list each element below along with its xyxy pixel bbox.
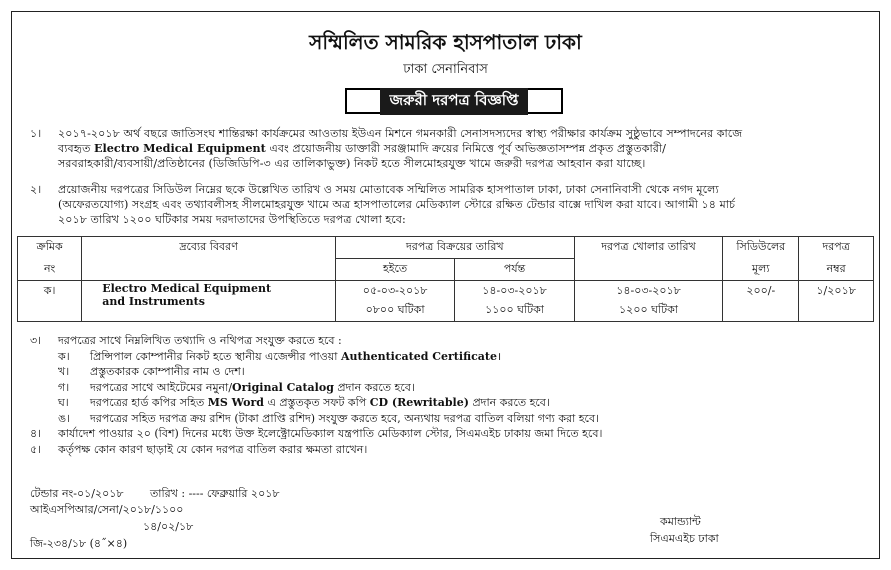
notice-banner [345,88,563,114]
paragraph-2-line-3: ২০১৮ তারিখ ১২০০ ঘটিকার সময় দরদাতাদের উপস্থিতিতে দরপত্র খোলা হবে: [58,213,406,226]
row-tender-number: ১/২০১৮ [799,281,874,322]
paragraph-5 [30,442,870,458]
header-sale-date: দরপত্র বিক্রয়ের তারিখ [335,237,574,259]
list-item-number: ক। [58,349,70,363]
row-to [455,281,574,322]
paragraph-1-line-2 [58,141,868,156]
header-tender-number: দরপত্র [799,237,874,259]
equipment-name: Electro Medical Equipment [94,141,266,155]
paragraph-2-line-2: (অফেরতযোগ্য) সংগ্রহ এবং তথ্যাবলীসহ সীলমোহরযুক্ত খামে অত্র হাসপাতালের মেডিক্যাল স্টোরে রক্ষিত টেন্ডার বাক্সে দাখিল করা যাবে। আগামী ১৪ মার্চ [58,198,736,211]
header-tender-number-2: নম্বর [799,259,874,281]
header-to: পর্যন্ত [455,259,574,281]
header-opening-date: দরপত্র খোলার তারিখ [574,237,723,259]
page-subtitle: ঢাকা সেনানিবাস [403,62,488,77]
list-item [30,411,870,427]
ispr-reference: আইএসপিআর/সেনা/২০১৮/১১০০ [30,503,184,516]
header-schedule-price-2: মূল্য [723,259,799,281]
table-header-row-2 [18,259,874,281]
header-opening-date-2 [574,259,723,281]
list-item-text: দরপত্রের সাথে আইটেমের নমুনা/Original Catalog প্রদান করতে হবে। [90,380,415,394]
paragraph-2-line-1: প্রয়োজনীয় দরপত্রের সিডিউল নিম্নের ছকে উল্লেখিত তারিখ ও সময় মোতাবেক সম্মিলিত সামরিক হাসপাতাল ঢাকা, ঢাকা সেনানিবাসী থেকে নগদ মূল্যে [58,183,719,196]
signatory-title: কমান্ড্যান্ট [660,515,701,528]
table-header-row-1 [18,237,874,259]
list-item [30,380,870,396]
list-item-text: প্রিন্সিপাল কোম্পানীর নিকট হতে স্থানীয় এজেন্সীর পাওয়া Authenticated Certificate। [90,349,502,363]
paragraph-3 [30,333,870,349]
row-price: ২০০/- [723,281,799,322]
paragraph-1-line-3: সরবরাহকারী/ব্যবসায়ী/প্রতিষ্ঠানের (ডিজিডিপি-৩ এর তালিকাভুক্ত) নিকট হতে সীলমোহরযুক্ত খামে জরুরী দরপত্র আহবান করা যাচ্ছে। [58,157,646,170]
row-to-time: ১১০০ ঘটিকা [485,303,544,316]
row-description-line-2: and Instruments [102,295,205,308]
row-description-line-1: Electro Medical Equipment [102,282,272,295]
page-title: সম্মিলিত সামরিক হাসপাতাল ঢাকা [309,30,582,54]
paragraph-1-number: ১। [30,127,42,140]
paragraph-4-number: ৪। [30,427,42,440]
paragraph-3-number: ৩। [30,334,42,347]
header-description-2 [82,259,336,281]
list-item-text: দরপত্রের সহিত দরপত্র ক্রয় রশিদ (টাকা প্রাপ্তি রশিদ) সংযুক্ত করতে হবে, অন্যথায় দরপত্র বাতিল বলিয়া গণ্য করা হবে। [90,411,600,425]
list-item-number: খ। [58,365,70,378]
signatory-office: সিএমএইচ ঢাকা [650,532,719,545]
header-schedule-price: সিডিউলের [723,237,799,259]
table-row [18,281,874,322]
tender-date: তারিখ : ---- ফেব্রুয়ারি ২০১৮ [150,487,280,500]
paragraph-2-number: ২। [30,183,42,196]
notice-banner-label: জরুরী দরপত্র বিজ্ঞপ্তি [380,88,529,115]
row-from [335,281,454,322]
list-item-number: ঘ। [58,396,69,409]
paragraph-1-line-1: ২০১৭-২০১৮ অর্থ বছরে জাতিসংঘ শান্তিরক্ষা কার্যক্রমের আওতায় ইউএন মিশনে গমনকারী সেনাসদস্যদের স্বাস্থ্য পরীক্ষার কার্যক্রম সুষ্ঠুভাবে সম্পাদনের কাজে [58,127,743,140]
header-serial: ক্রমিক [18,237,82,259]
paragraph-1 [30,126,868,171]
paragraph-4-text: কার্যাদেশ পাওয়ার ২০ (বিশ) দিনের মধ্যে উক্ত ইলেক্ট্রোমেডিক্যাল যন্ত্রপাতি মেডিক্যাল স্টোর, সিএমএইচ ঢাকায় জমা দিতে হবে। [58,427,603,440]
list-item [30,364,870,380]
requirements-list [30,333,870,457]
list-item [30,349,870,365]
row-opening-date: ১৪-০৩-২০১৮ [616,284,681,297]
row-to-date: ১৪-০৩-২০১৮ [482,284,547,297]
row-description [82,281,336,322]
tender-table [17,236,874,322]
row-from-time: ০৮০০ ঘটিকা [365,303,425,316]
paragraph-4 [30,426,870,442]
paragraph-5-text: কর্তৃপক্ষ কোন কারণ ছাড়াই যে কোন দরপত্র বাতিল করার ক্ষমতা রাখেন। [58,442,368,456]
tender-number: টেন্ডার নং-০১/২০১৮ [30,487,124,500]
row-opening-time: ১২০০ ঘটিকা [619,303,678,316]
row-serial: ক। [18,281,82,322]
list-item-text: প্রস্তুতকারক কোম্পানীর নাম ও দেশ। [90,365,245,378]
header-from: হইতে [335,259,454,281]
gd-reference: জি-২৩৪/১৮ (৪˝×৪) [30,537,128,550]
row-from-date: ০৫-০৩-২০১৮ [362,284,428,297]
paragraph-3-text: দরপত্রের সাথে নিম্নলিখিত তথ্যাদি ও নথিপত্র সংযুক্ত করতে হবে : [58,334,342,347]
paragraph-1-line-2-post: এবং প্রয়োজনীয় ডাক্তারী সরঞ্জামাদি ক্রয়ের নিমিত্তে পূর্ব অভিজ্ঞতাসম্পন্ন প্রকৃত প্রস্তুতকারী/ [269,142,666,155]
list-item [30,395,870,411]
paragraph-5-number: ৫। [30,442,42,456]
header-serial-2: নং [18,259,82,281]
list-item-number: ঙ। [58,411,71,425]
header-description: দ্রব্যের বিবরণ [82,237,336,259]
list-item-number: গ। [58,380,70,394]
ispr-date: ১৪/০২/১৮ [143,520,194,533]
paragraph-2 [30,182,868,227]
row-opening [574,281,723,322]
paragraph-1-line-2-pre: ব্যবহৃত [58,142,91,155]
list-item-text: দরপত্রের হার্ড কপির সহিত MS Word এ প্রস্তুতকৃত সফট কপি CD (Rewritable) প্রদান করতে হবে। [90,396,550,409]
